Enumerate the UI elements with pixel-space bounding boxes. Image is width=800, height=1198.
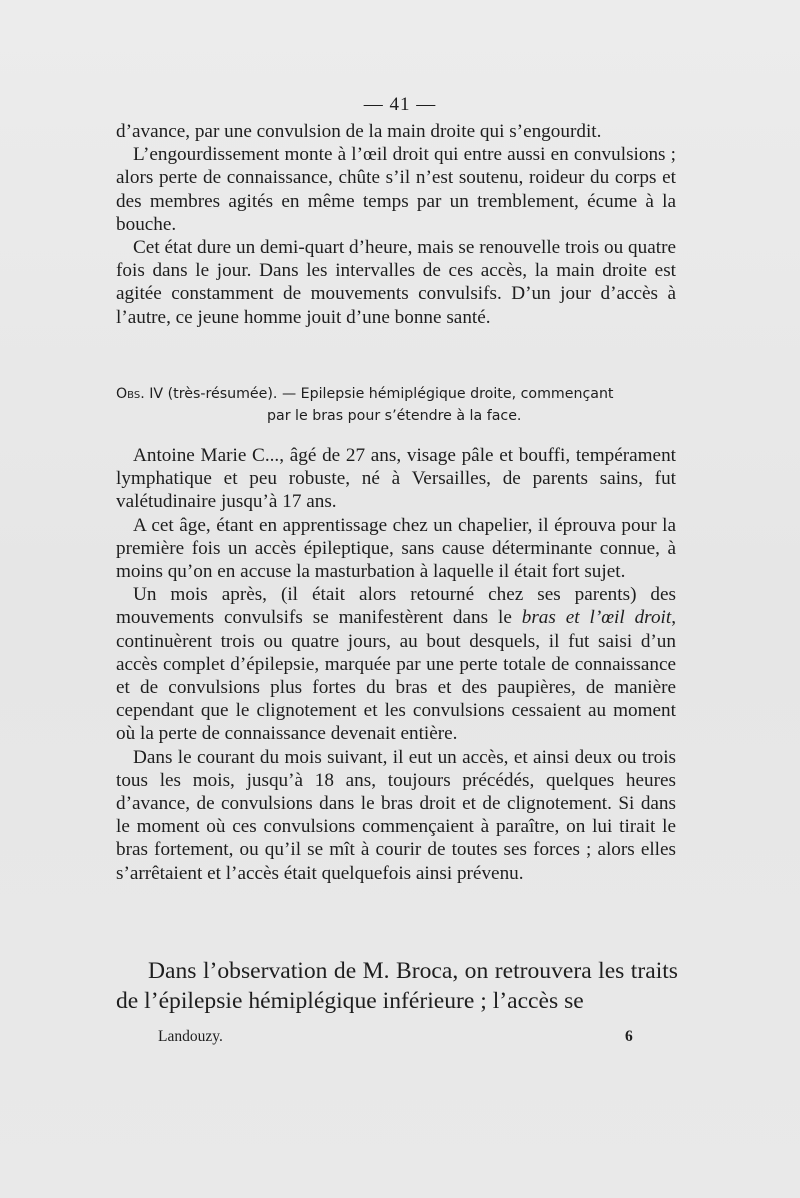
closing-paragraph — [116, 956, 678, 1016]
continued-observation — [116, 120, 676, 329]
signature-mark: Landouzy. — [158, 1028, 223, 1045]
italic-phrase: bras et l’œil droit — [521, 607, 672, 629]
observation-title-line2: par le bras pour s’étendre à la face. — [267, 408, 522, 424]
paragraph: Antoine Marie C..., âgé de 27 ans, visage pâle et bouffi, tempérament lymphatique et peu robuste, né à Versailles, de parents sains, fut valétudinaire jusqu’à 17 ans. — [116, 445, 676, 513]
paragraph: L’engourdissement monte à l’œil droit qui entre aussi en convulsions ; alors perte de connaissance, chûte s’il n’est soutenu, roideur du corps et des membres agités en même temps par un tremblement, écume à la bouche. — [116, 144, 676, 235]
paragraph: Dans l’observation de M. Broca, on retrouvera les traits de l’épilepsie hémiplégique inférieure ; l’accès se — [116, 958, 678, 1014]
observation-heading — [116, 383, 682, 427]
paragraph-text: Un mois après, (il était alors retourné chez ses parents) des mouvements convulsifs se manifestèrent dans le — [116, 584, 676, 629]
observation-body — [116, 444, 676, 885]
observation-label: Obs. IV — [116, 386, 164, 402]
paragraph: d’avance, par une convulsion de la main droite qui s’engourdit. — [116, 121, 602, 142]
paragraph — [116, 583, 676, 745]
paragraph: Cet état dure un demi-quart d’heure, mais se renouvelle trois ou quatre fois dans le jour. Dans les intervalles de ces accès, la main droite est agitée constamment de mouvements convulsifs. D’un jour d’accès à l’autre, ce jeune homme jouit d’une bonne santé. — [116, 237, 676, 328]
observation-title-line1: (très-résumée). — Epilepsie hémiplégique droite, commençant — [167, 386, 614, 402]
page-number: — 41 — — [363, 94, 437, 115]
paragraph: A cet âge, étant en apprentissage chez un chapelier, il éprouva pour la première fois un accès épileptique, sans cause déterminante connue, à moins qu’on en accuse la masturbation à laquelle il était fort sujet. — [116, 514, 676, 583]
signature-number: 6 — [625, 1028, 633, 1045]
paragraph-text: , continuèrent trois ou quatre jours, au bout desquels, il fut saisi d’un accès complet d’épilepsie, marquée par une perte totale de connaissance et de convulsions plus fortes du bras et des paupières, de manière cependant que le clignotement et les convulsions cessaient au moment où la perte de connaissance devenait entière. — [116, 607, 676, 745]
paragraph: Dans le courant du mois suivant, il eut un accès, et ainsi deux ou trois tous les mois, jusqu’à 18 ans, toujours précédés, quelques heures d’avance, de convulsions dans le bras droit et de clignotement. Si dans le moment où ces convulsions commençaient à paraître, on lui tirait le bras fortement, ou qu’il se mît à courir de toutes ses forces ; alors elles s’arrêtaient et l’accès était quelquefois ainsi prévenu. — [116, 746, 676, 884]
